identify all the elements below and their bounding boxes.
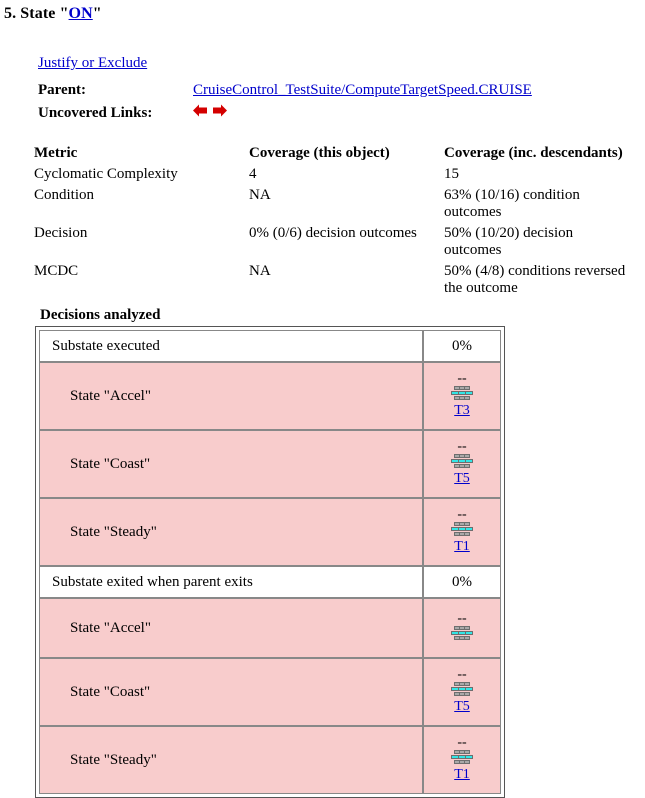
decision-outcome-status: [423, 726, 501, 794]
decision-outcome-label: State "Steady": [39, 726, 423, 794]
table-row: [39, 430, 501, 498]
metrics-header-descendants: Coverage (inc. descendants): [444, 145, 623, 161]
table-grid-icon[interactable]: [451, 681, 473, 698]
metric-name: Cyclomatic Complexity: [34, 166, 178, 182]
table-grid-icon-row: [454, 692, 470, 696]
uncovered-links-row: [38, 103, 645, 123]
metric-this-object: NA: [249, 187, 271, 203]
page-title-open-quote: ": [59, 5, 69, 22]
decisions-analyzed-heading: Decisions analyzed: [40, 307, 161, 323]
decision-summary-coverage: 0%: [423, 330, 501, 362]
decision-outcome-label: State "Accel": [39, 362, 423, 430]
uncovered-links-arrows: [193, 103, 227, 116]
decision-outcome-status: [423, 430, 501, 498]
decision-outcome-label: State "Coast": [39, 658, 423, 726]
table-grid-icon-row: [454, 386, 470, 390]
table-grid-icon[interactable]: [451, 385, 473, 402]
table-grid-icon-row: [454, 760, 470, 764]
parent-row: [38, 80, 645, 100]
test-case-link[interactable]: T3: [454, 403, 470, 418]
metric-this-object: 4: [249, 166, 257, 182]
parent-link[interactable]: CruiseControl_TestSuite/ComputeTargetSpeed.CRUISE: [193, 82, 532, 98]
table-grid-icon-row: [454, 636, 470, 640]
table-row: [34, 223, 640, 261]
table-grid-icon[interactable]: [451, 625, 473, 642]
outcome-status-stack: [426, 371, 498, 418]
decisions-table-container: [35, 326, 505, 798]
decision-outcome-status: [423, 498, 501, 566]
table-grid-icon[interactable]: [451, 521, 473, 538]
table-grid-icon-row: [454, 396, 470, 400]
test-case-link[interactable]: T1: [454, 539, 470, 554]
decision-outcome-label: State "Coast": [39, 430, 423, 498]
decision-summary-coverage: 0%: [423, 566, 501, 598]
metric-descendants: 15: [444, 166, 459, 182]
outcome-dashes: --: [457, 735, 467, 750]
metric-descendants: 50% (4/8) conditions reversed the outcome: [444, 263, 626, 296]
metric-descendants: 50% (10/20) decision outcomes: [444, 225, 574, 258]
decision-outcome-label: State "Accel": [39, 598, 423, 658]
justify-or-exclude-link[interactable]: Justify or Exclude: [38, 55, 148, 71]
test-case-link[interactable]: T1: [454, 767, 470, 782]
outcome-status-stack: [426, 735, 498, 782]
info-block: [38, 55, 645, 123]
arrow-right-icon[interactable]: [212, 103, 227, 116]
table-grid-icon-row: [454, 626, 470, 630]
table-grid-icon-row: [451, 459, 473, 463]
table-grid-icon-row: [451, 391, 473, 395]
decision-summary-label: Substate executed: [39, 330, 423, 362]
table-grid-icon-row: [451, 527, 473, 531]
table-grid-icon-row: [454, 682, 470, 686]
parent-label: Parent:: [38, 82, 87, 98]
outcome-dashes: --: [457, 611, 467, 626]
table-grid-icon-row: [451, 631, 473, 635]
table-row: [39, 726, 501, 794]
page-title-close-quote: ": [92, 5, 102, 22]
table-grid-icon-row: [454, 454, 470, 458]
table-grid-icon[interactable]: [451, 453, 473, 470]
table-row: [39, 566, 501, 598]
table-row: [39, 330, 501, 362]
decision-summary-label: Substate exited when parent exits: [39, 566, 423, 598]
metric-descendants: 63% (10/16) condition outcomes: [444, 187, 580, 220]
table-row: [34, 261, 640, 299]
table-row: [39, 498, 501, 566]
page-title-prefix: 5. State: [4, 5, 60, 22]
test-case-link[interactable]: T5: [454, 699, 470, 714]
table-grid-icon-row: [451, 687, 473, 691]
decision-outcome-status: [423, 598, 501, 658]
table-grid-icon-row: [454, 532, 470, 536]
outcome-dashes: --: [457, 371, 467, 386]
decision-outcome-label: State "Steady": [39, 498, 423, 566]
metric-name: MCDC: [34, 263, 79, 279]
state-on-link[interactable]: ON: [68, 5, 93, 22]
metrics-header-row: [34, 145, 640, 164]
table-grid-icon-row: [454, 522, 470, 526]
table-grid-icon-row: [451, 755, 473, 759]
metrics-header-this-object: Coverage (this object): [249, 145, 390, 161]
table-grid-icon[interactable]: [451, 749, 473, 766]
outcome-dashes: --: [457, 507, 467, 522]
outcome-status-stack: [426, 667, 498, 714]
table-row: [39, 362, 501, 430]
outcome-status-stack: [426, 507, 498, 554]
table-row: [34, 185, 640, 223]
outcome-dashes: --: [457, 439, 467, 454]
test-case-link[interactable]: T5: [454, 471, 470, 486]
outcome-status-stack: [426, 611, 498, 642]
outcome-dashes: --: [457, 667, 467, 682]
decision-outcome-status: [423, 658, 501, 726]
table-row: [34, 164, 640, 185]
metrics-header-metric: Metric: [34, 145, 78, 161]
metrics-table: [34, 145, 640, 299]
decisions-table: [39, 330, 501, 794]
metric-name: Condition: [34, 187, 95, 203]
decision-outcome-status: [423, 362, 501, 430]
metric-this-object: NA: [249, 263, 271, 279]
arrow-left-icon[interactable]: [193, 103, 208, 116]
page-title: [4, 5, 645, 23]
outcome-status-stack: [426, 439, 498, 486]
uncovered-links-label: Uncovered Links:: [38, 105, 153, 121]
metric-name: Decision: [34, 225, 88, 241]
table-grid-icon-row: [454, 750, 470, 754]
table-row: [39, 598, 501, 658]
metric-this-object: 0% (0/6) decision outcomes: [249, 225, 417, 241]
table-grid-icon-row: [454, 464, 470, 468]
table-row: [39, 658, 501, 726]
